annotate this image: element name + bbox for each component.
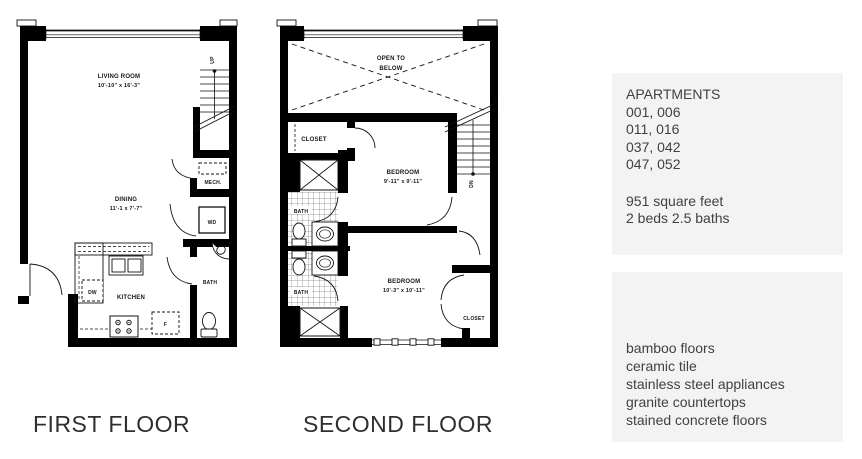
bath2-label: BATH: [293, 290, 309, 296]
bath2-fixtures: [292, 251, 338, 275]
feature-item: ceramic tile: [626, 358, 697, 374]
wd-label: WD: [207, 220, 217, 226]
apartments-panel: [612, 73, 843, 255]
dw-label: DW: [88, 290, 97, 296]
shower-box-top: [300, 160, 338, 190]
interior-doors: [167, 159, 196, 284]
living-room-dims: 10'-10" x 16'-3": [97, 83, 141, 89]
dining-dims: 11'-1 x 7'-7": [109, 206, 143, 212]
staircase-up: [194, 69, 235, 132]
apartment-numbers-row: 047, 052: [626, 156, 681, 172]
apartment-numbers-row: 011, 016: [626, 121, 680, 137]
kitchen-label: KITCHEN: [116, 295, 146, 301]
second-floor-title: SECOND FLOOR: [303, 411, 494, 437]
feature-item: stained concrete floors: [626, 412, 767, 428]
window-notches: [17, 20, 237, 26]
bedroom1-label: BEDROOM: [386, 170, 420, 176]
bedroom1-dims: 9'-11" x 9'-11": [383, 179, 423, 185]
window-top: [304, 29, 463, 39]
bath1-fixtures: [292, 222, 338, 246]
kitchen-sink: [109, 256, 143, 275]
up-label: UP: [210, 56, 216, 64]
bedroom2-dims: 10'-3" x 10'-11": [383, 288, 425, 294]
open-to-below-marks: [292, 44, 484, 110]
apartments-heading: APARTMENTS: [626, 86, 721, 102]
feature-item: granite countertops: [626, 394, 746, 410]
area-text: 951 square feet: [626, 192, 724, 209]
dining-label: DINING: [114, 197, 138, 203]
apartment-numbers-row: 001, 006: [626, 103, 681, 120]
toilet: [201, 313, 217, 338]
shower-box-bottom: [300, 308, 340, 336]
mech-label: MECH.: [204, 180, 222, 186]
second-floor-plan: [277, 20, 498, 347]
first-floor-plan: [17, 20, 237, 347]
feature-item: stainless steel appliances: [626, 376, 785, 392]
window-top: [46, 29, 200, 39]
features-panel: [612, 272, 843, 442]
beds-baths-text: 2 beds 2.5 baths: [626, 210, 730, 226]
feature-item: bamboo floors: [626, 340, 715, 356]
window-notches: [277, 20, 497, 26]
bedroom2-label: BEDROOM: [387, 279, 421, 285]
first-floor-title: FIRST FLOOR: [33, 411, 191, 437]
dn-label: DN: [469, 180, 475, 188]
fridge-label: F: [163, 322, 168, 328]
closet-top-label: CLOSET: [301, 137, 327, 143]
open-to-below-label1: OPEN TO: [376, 56, 406, 62]
living-room-label: LIVING ROOM: [97, 74, 141, 80]
mech-unit-box: [199, 163, 226, 174]
stove: [110, 316, 138, 337]
bath1-label: BATH: [293, 209, 309, 215]
apartment-numbers-row: 037, 042: [626, 138, 681, 155]
bath-label: BATH: [202, 280, 218, 286]
window-bottom: [372, 339, 441, 345]
closet-bottom-label: CLOSET: [463, 316, 485, 322]
open-to-below-label2: BELOW: [379, 66, 403, 72]
entry-door: [30, 264, 62, 296]
panel-spacer: [626, 174, 829, 193]
